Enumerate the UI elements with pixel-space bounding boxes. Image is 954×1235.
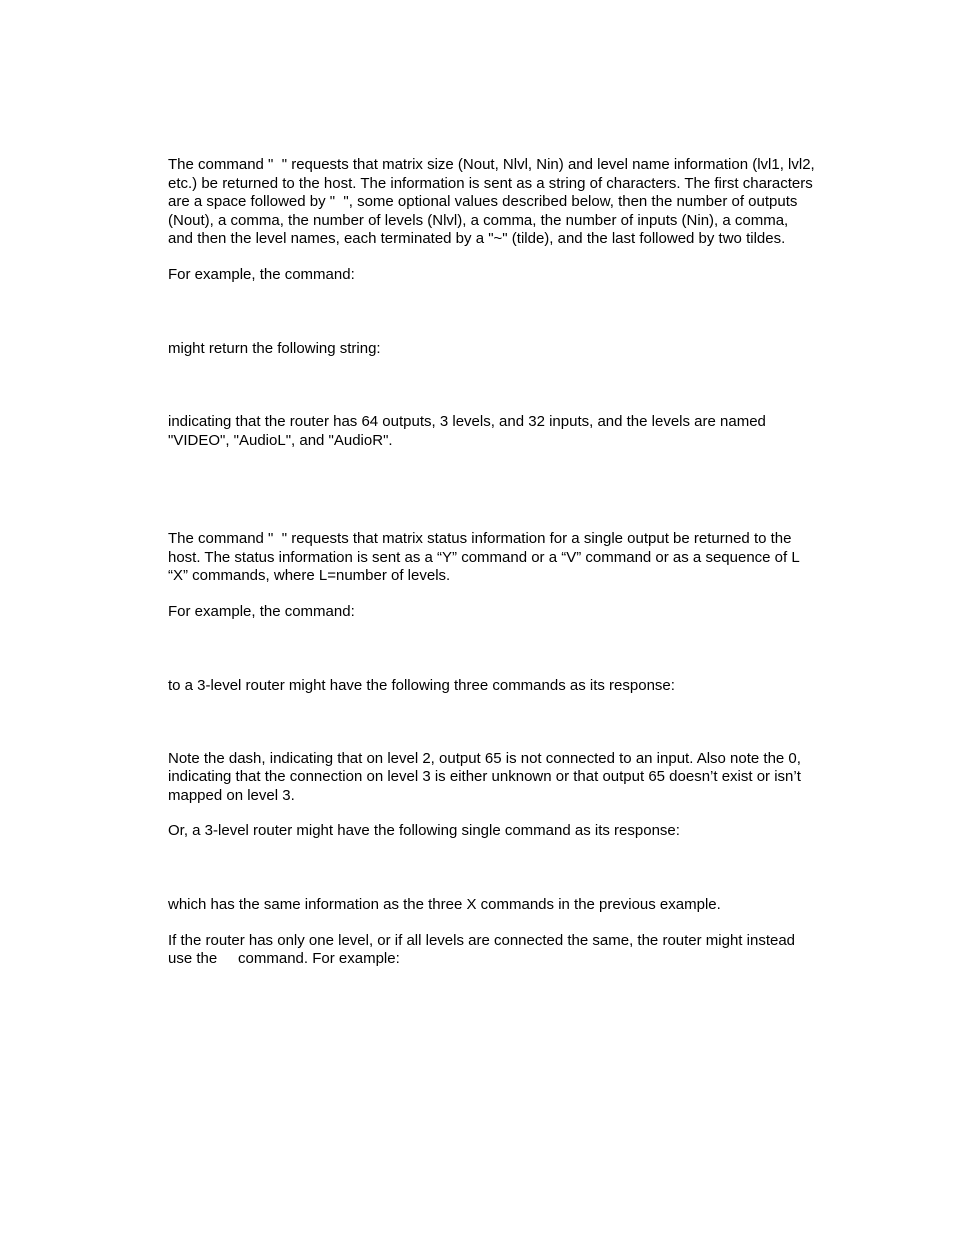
paragraph-line: If the router has only one level, or if all levels are connected the same, the router might instead: [168, 932, 796, 949]
paragraph-line: “X” commands, where L=number of levels.: [168, 567, 451, 584]
paragraph-line: The command " " requests that matrix size (Nout, Nlvl, Nin) and level name information (lvl1, lvl2,: [168, 156, 815, 173]
example-intro: For example, the command:: [168, 603, 355, 620]
paragraph-line: are a space followed by " ", some optional values described below, then the number of outputs: [168, 193, 798, 210]
paragraph-line: use the command. For example:: [168, 950, 400, 967]
paragraph-line: indicating that the router has 64 outputs, 3 levels, and 32 inputs, and the levels are named: [168, 413, 766, 430]
return-intro: might return the following string:: [168, 340, 381, 357]
paragraph-line: "VIDEO", "AudioL", and "AudioR".: [168, 432, 393, 449]
response-intro: to a 3-level router might have the following three commands as its response:: [168, 677, 675, 694]
paragraph-line: etc.) be returned to the host. The information is sent as a string of characters. The first characters: [168, 175, 813, 192]
single-response-intro: Or, a 3-level router might have the following single command as its response:: [168, 822, 680, 839]
paragraph-line: (Nout), a comma, the number of levels (Nlvl), a comma, the number of inputs (Nin), a comma,: [168, 212, 789, 229]
paragraph-line: The command " " requests that matrix status information for a single output be returned to the: [168, 530, 792, 547]
paragraph-line: mapped on level 3.: [168, 787, 295, 804]
paragraph-line: Note the dash, indicating that on level 2, output 65 is not connected to an input. Also note the 0,: [168, 750, 801, 767]
paragraph-line: indicating that the connection on level 3 is either unknown or that output 65 doesn’t exist or isn’t: [168, 768, 801, 785]
same-info-line: which has the same information as the three X commands in the previous example.: [168, 896, 721, 913]
paragraph-line: and then the level names, each terminated by a "~" (tilde), and the last followed by two tildes.: [168, 230, 786, 247]
example-intro: For example, the command:: [168, 266, 355, 283]
paragraph-line: host. The status information is sent as a “Y” command or a “V” command or as a sequence of L: [168, 549, 800, 566]
